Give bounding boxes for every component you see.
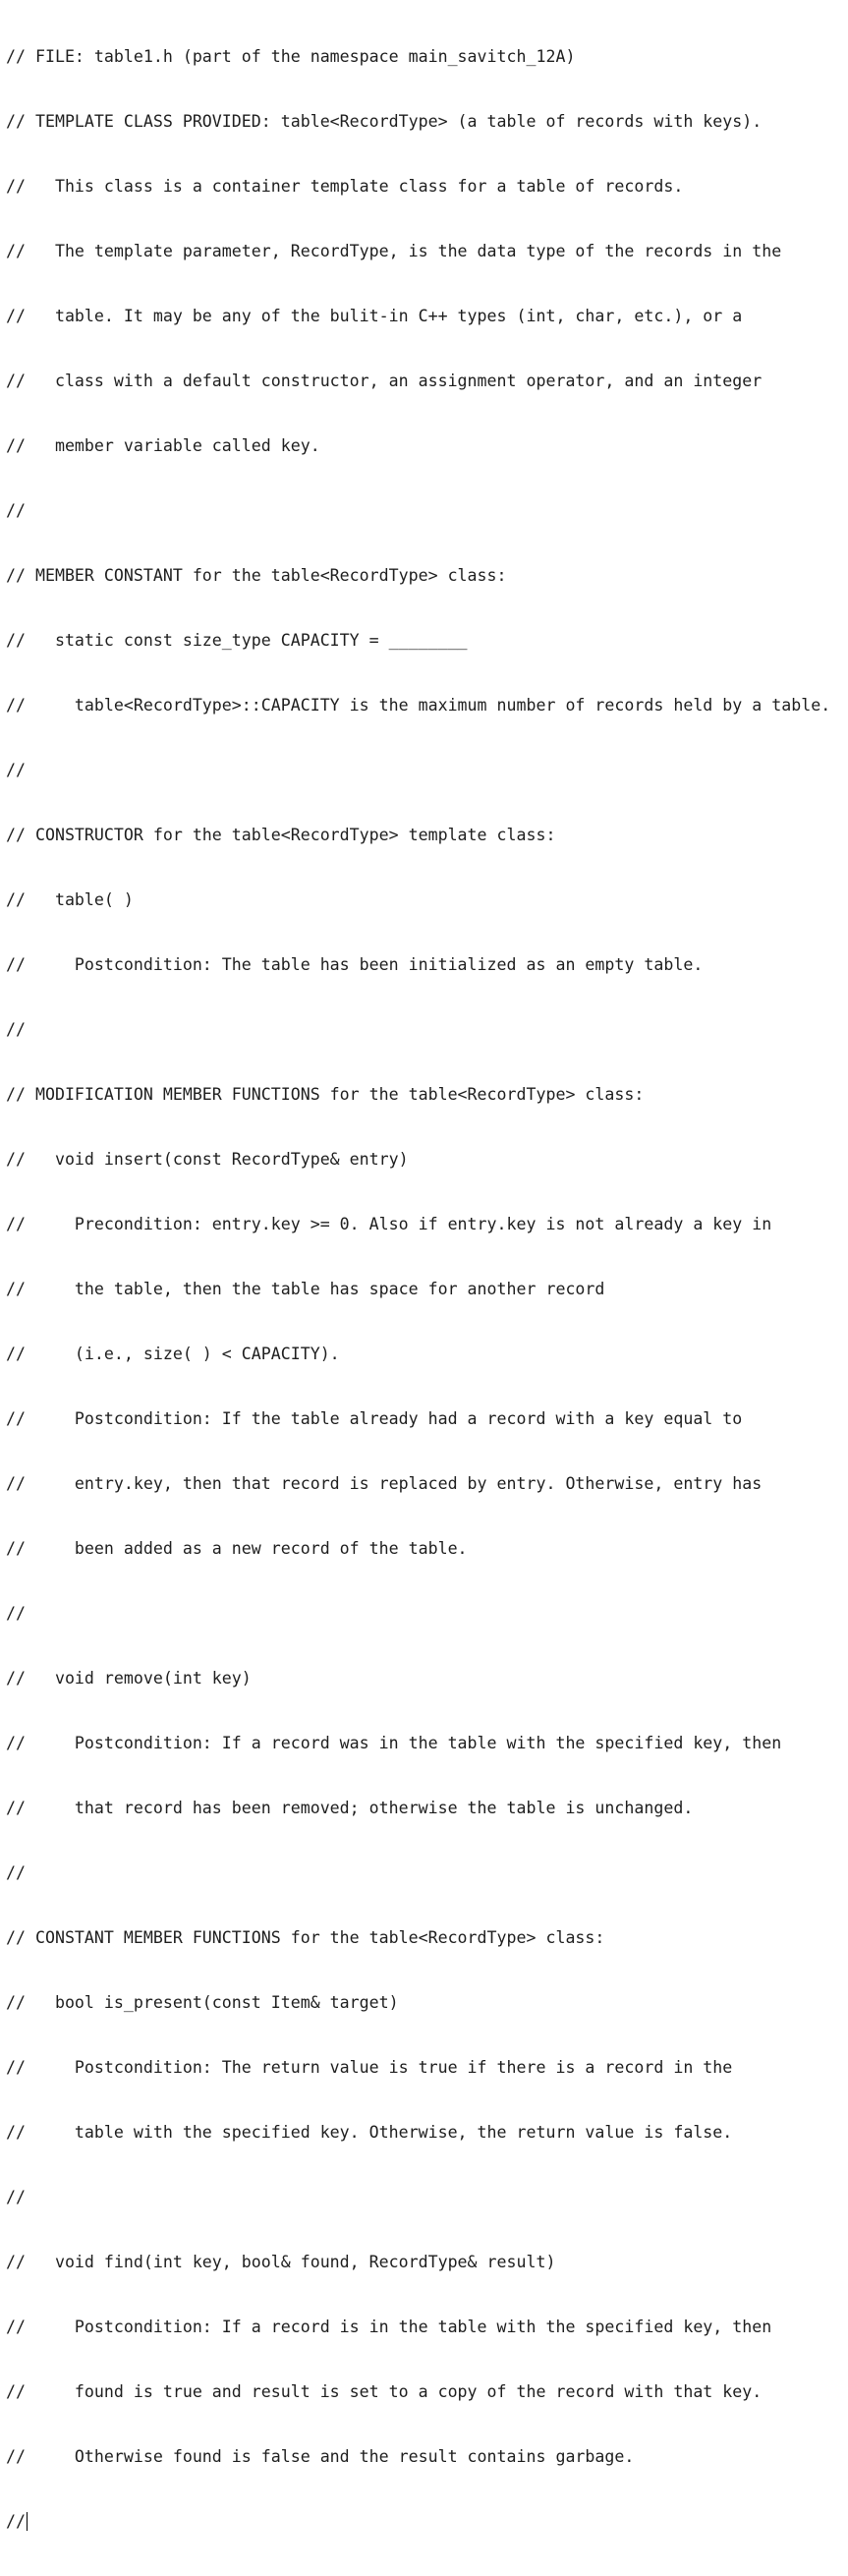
code-line: // void insert(const RecordType& entry) [6,1150,409,1169]
code-line: // Postcondition: If a record is in the table with the specified key, then [6,2318,772,2336]
code-line: // Otherwise found is false and the result contains garbage. [6,2447,635,2466]
code-line: // FILE: table1.h (part of the namespace main_savitch_12A) [6,47,576,66]
code-line: // entry.key, then that record is replaced by entry. Otherwise, entry has [6,1474,763,1493]
code-line: // table. It may be any of the bulit-in C++ types (int, char, etc.), or a [6,307,743,325]
code-line: // bool is_present(const Item& target) [6,1993,399,2012]
code-line: // class with a default constructor, an assignment operator, and an integer [6,372,763,390]
code-line: // This class is a container template class for a table of records. [6,177,684,196]
code-line: // table with the specified key. Otherwise, the return value is false. [6,2123,733,2142]
text-caret [27,2512,28,2531]
code-line: // [6,1604,26,1623]
code-line: // void find(int key, bool& found, RecordType& result) [6,2253,556,2271]
code-line: // [6,1863,26,1882]
code-line: // TEMPLATE CLASS PROVIDED: table<RecordType> (a table of records with keys). [6,112,763,131]
code-line: // [6,2188,26,2206]
code-line: // Postcondition: The table has been initialized as an empty table. [6,955,704,974]
code-line: // [6,501,26,520]
code-line: // found is true and result is set to a copy of the record with that key. [6,2382,763,2401]
code-text[interactable] [6,3,830,2576]
code-line: // [6,1020,26,1039]
code-line: // member variable called key. [6,436,320,455]
code-line: // that record has been removed; otherwise the table is unchanged. [6,1799,694,1817]
code-line: // Postcondition: If a record was in the table with the specified key, then [6,1734,782,1752]
code-line: // The template parameter, RecordType, is the data type of the records in the [6,242,782,260]
code-line: // Postcondition: If the table already had a record with a key equal to [6,1409,743,1428]
code-line: // [6,761,26,779]
code-line: // MEMBER CONSTANT for the table<RecordType> class: [6,566,507,585]
code-line: // static const size_type CAPACITY = ________ [6,631,468,650]
code-line: // been added as a new record of the table. [6,1539,468,1558]
code-line: // table( ) [6,890,134,909]
code-line: // table<RecordType>::CAPACITY is the maximum number of records held by a table. [6,696,831,715]
code-line: // void remove(int key) [6,1669,252,1688]
code-line: // CONSTANT MEMBER FUNCTIONS for the table<RecordType> class: [6,1928,605,1947]
code-line-last [6,2511,830,2533]
code-line: // (i.e., size( ) < CAPACITY). [6,1345,340,1363]
code-line: // CONSTRUCTOR for the table<RecordType> template class: [6,826,556,844]
code-line: // Precondition: entry.key >= 0. Also if entry.key is not already a key in [6,1215,772,1233]
code-line: // the table, then the table has space for another record [6,1280,605,1298]
code-line: // MODIFICATION MEMBER FUNCTIONS for the table<RecordType> class: [6,1085,645,1104]
code-line: // Postcondition: The return value is true if there is a record in the [6,2058,733,2077]
code-line-last-text: // [6,2512,26,2531]
